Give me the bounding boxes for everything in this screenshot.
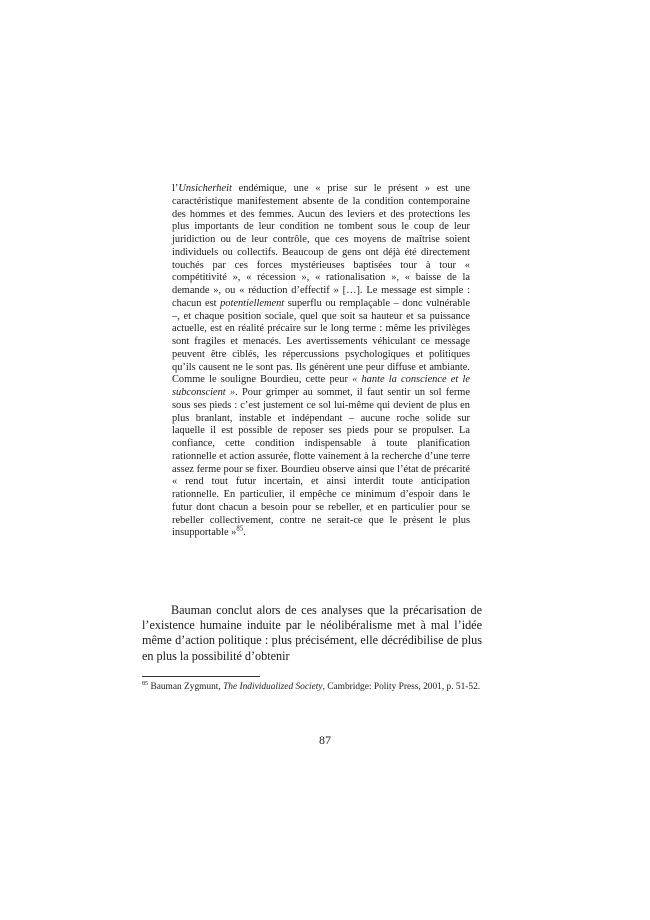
block-quote xyxy=(172,183,470,540)
footnote-divider xyxy=(142,676,260,677)
footnote-number: 85 xyxy=(142,680,149,687)
quote-paragraph xyxy=(172,183,470,540)
footnote-reference[interactable]: 85 xyxy=(236,525,244,533)
quote-emphasis: « hante la conscience et le subconscient » xyxy=(172,374,470,398)
footnote-text: Bauman Zygmunt, xyxy=(148,682,224,692)
footnote-text: , Cambridge: Polity Press, 2001, p. 51-52. xyxy=(322,682,481,692)
quote-text: . Pour grimper au sommet, il faut sentir un sol ferme sous ses pieds : c’est justement ce sol lui-même qui devient de plus en plus branlant, instable et indépendant – aucune roche solide sur laquelle il est possible de reposer ses pieds pour se propulser. La confiance, cette condition indispensable à toute planification rationnelle et action assurée, flotte vainement à la recherche d’une terre assez ferme pour se fixer. Bourdieu observe ainsi que l’état de précarité « rend tout futur incertain, et ainsi interdit toute anticipation rationnelle. En particulier, il empêche ce minimum d’espoir dans le futur dont chacun a besoin pour se rebeller, et en particulier pour se rebeller collectivement, contre ne serait-ce que le présent le plus insupportable » xyxy=(172,387,470,539)
quote-emphasis: potentiellement xyxy=(220,297,285,309)
quote-text: superflu ou remplaçable – donc vulnérable –, et chaque position sociale, quel que soit sa hauteur et sa puissance actuelle, est en réalité précaire sur le long terme : même les privilèges sont fragiles et menacés. Les avertissements véhiculant ce message peuvent être ciblés, les répercussions psychologiques et politiques qu’ils causent ne le sont pas. Ils génèrent une peur diffuse et ambiante. Comme le souligne Bourdieu, cette peur xyxy=(172,297,470,386)
footnote xyxy=(142,681,482,694)
body-text: Bauman conclut alors de ces analyses que la précarisation de l’existence humaine induite par le néolibéralisme met à mal l’idée même d’action politique : plus précisément, elle décrédibilise de plus en plus la possibilité d’obtenir xyxy=(142,603,482,663)
quote-text: l’ xyxy=(172,183,179,194)
quote-text: . xyxy=(243,527,246,539)
footnote-book-title: The Individualized Society xyxy=(223,682,323,692)
page-number: 87 xyxy=(319,733,331,747)
quote-text: endémique, une « prise sur le présent » est une caractéristique manifestement absente de la condition contemporaine des hommes et des femmes. Aucun des leviers et des protections les plus importants de leur condition ne tombent sous le coup de leur juridiction ou de leur contrôle, que ces moyens de maîtrise soient individuels ou collectifs. Beaucoup de gens ont déjà été directement touchés par ces forces mystérieuses baptisées tour à tour « compétitivité », « récession », « rationalisation », « baisse de la demande », ou « réduction d’effectif » […]. Le message est simple : chacun est xyxy=(172,183,470,309)
quote-emphasis: Unsicherheit xyxy=(178,183,232,194)
body-paragraph xyxy=(142,603,482,664)
